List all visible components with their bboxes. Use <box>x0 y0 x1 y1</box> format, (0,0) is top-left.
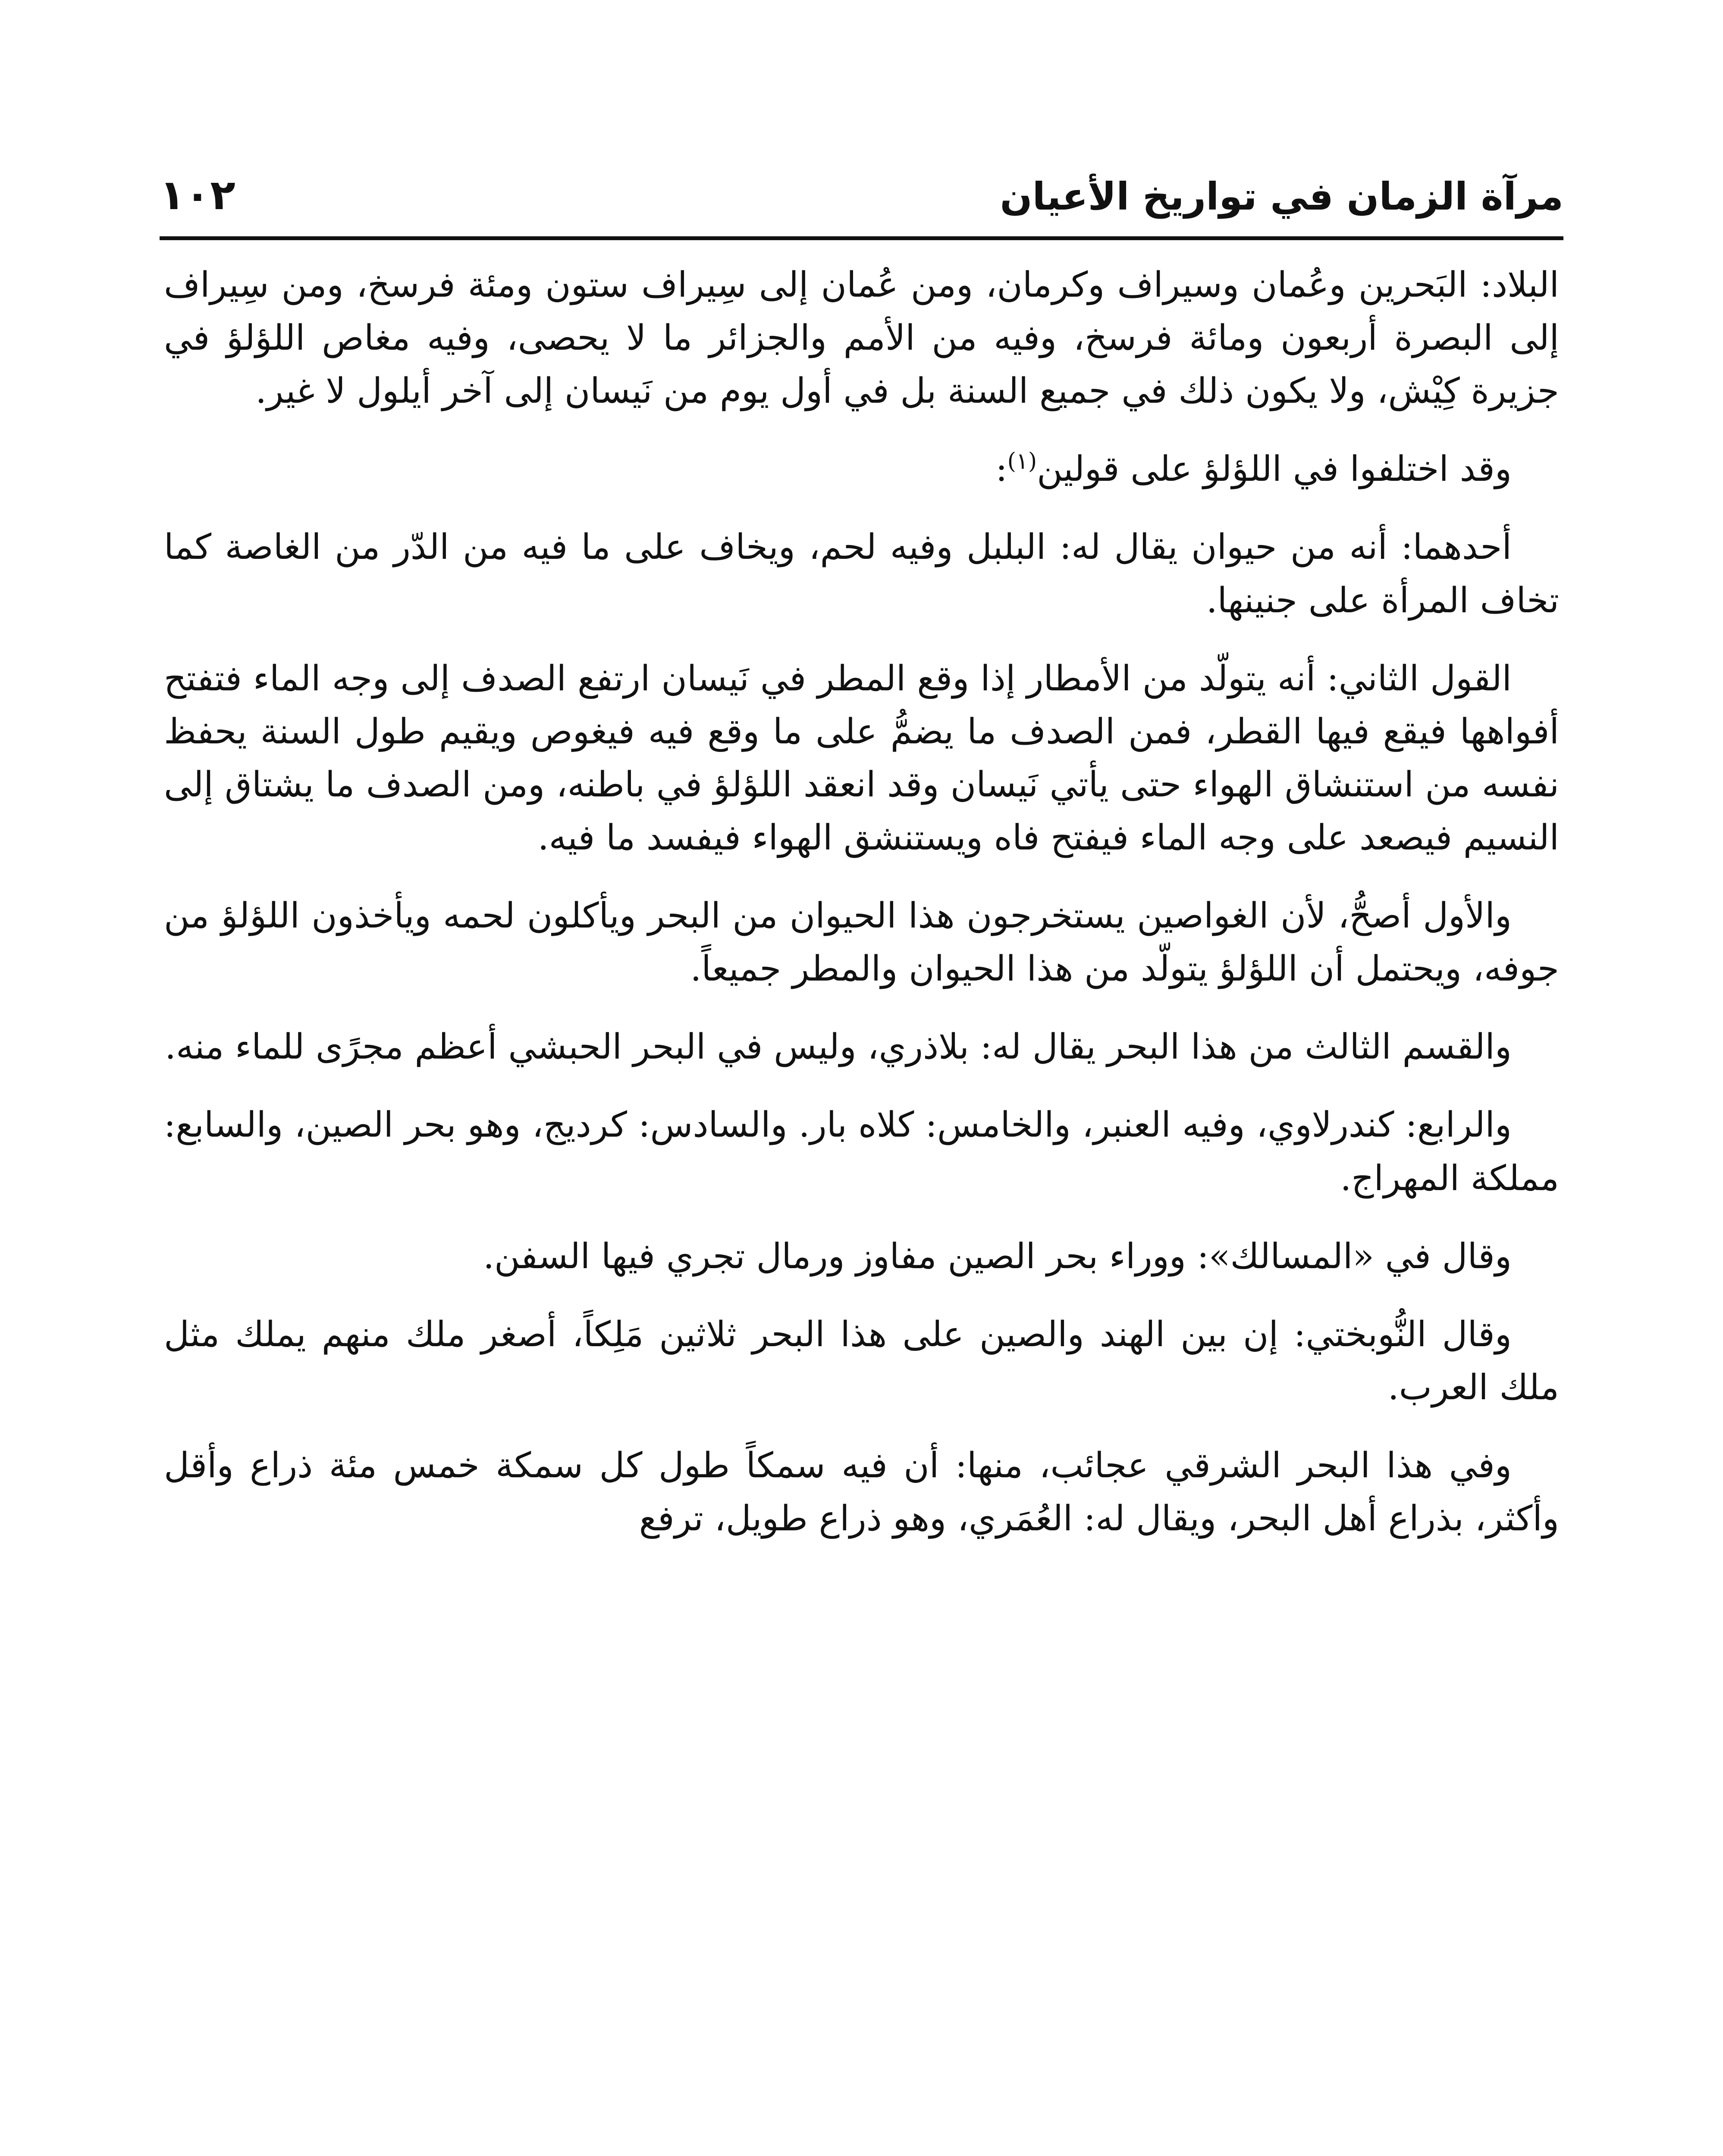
paragraph: والقسم الثالث من هذا البحر يقال له: بلاذري، وليس في البحر الحبشي أعظم مجرًى للماء منه. <box>165 1027 1512 1068</box>
paragraph: وقال النُّوبختي: إن بين الهند والصين على هذا البحر ثلاثين مَلِكاً، أصغر ملك منهم يملك مثل ملك العرب. <box>164 1314 1559 1408</box>
paragraph: القول الثاني: أنه يتولّد من الأمطار إذا وقع المطر في نَيسان ارتفع الصدف إلى وجه الماء فتفتح أفواهها فيقع فيها القطر، فمن الصدف ما يضمُّ على ما وقع فيه فيغوص ويقيم طول السنة يحفظ نفسه من استنشاق الهواء حتى يأتي نَيسان وقد انعقد اللؤلؤ في باطنه، ومن الصدف ما يشتاق إلى النسيم فيصعد على وجه الماء فيفتح فاه ويستنشق الهواء فيفسد ما فيه. <box>164 658 1559 858</box>
book-title: مرآة الزمان في تواريخ الأعيان <box>1000 174 1563 219</box>
paragraph: وفي هذا البحر الشرقي عجائب، منها: أن فيه سمكاً طول كل سمكة خمس مئة ذراع وأقل وأكثر، بذراع أهل البحر، ويقال له: العُمَري، وهو ذراع طويل، ترفع <box>164 1445 1559 1539</box>
running-header <box>160 151 1563 219</box>
paragraph-colon: : <box>995 449 1007 490</box>
paragraph: البلاد: البَحرين وعُمان وسيراف وكرمان، ومن عُمان إلى سِيراف ستون ومئة فرسخ، ومن سِيراف إلى البصرة أربعون ومائة فرسخ، وفيه من الأمم والجزائر ما لا يحصى، وفيه مغاص اللؤلؤ في جزيرة كِيْش، ولا يكون ذلك في جميع السنة بل في أول يوم من نَيسان إلى آخر أيلول لا غير. <box>164 265 1559 412</box>
footnote-reference: (١) <box>1007 448 1037 475</box>
paragraph: والرابع: كندرلاوي، وفيه العنبر، والخامس: كلاه بار. والسادس: كرديج، وهو بحر الصين، والسابع: مملكة المهراج. <box>164 1105 1559 1199</box>
main-text <box>164 259 1559 1570</box>
header-rule <box>160 236 1563 240</box>
page-number: ١٠٢ <box>160 171 235 219</box>
paragraph: أحدهما: أنه من حيوان يقال له: البلبل وفيه لحم، ويخاف على ما فيه من الدّر من الغاصة كما تخاف المرأة على جنينها. <box>164 527 1559 621</box>
paragraph-text: وقد اختلفوا في اللؤلؤ على قولين <box>1037 449 1512 490</box>
paragraph: والأول أصحُّ، لأن الغواصين يستخرجون هذا الحيوان من البحر ويأكلون لحمه ويأخذون اللؤلؤ من جوفه، ويحتمل أن اللؤلؤ يتولّد من هذا الحيوان والمطر جميعاً. <box>164 896 1559 990</box>
paragraph: وقال في «المسالك»: ووراء بحر الصين مفاوز ورمال تجري فيها السفن. <box>483 1236 1512 1277</box>
paragraph <box>164 443 1559 496</box>
